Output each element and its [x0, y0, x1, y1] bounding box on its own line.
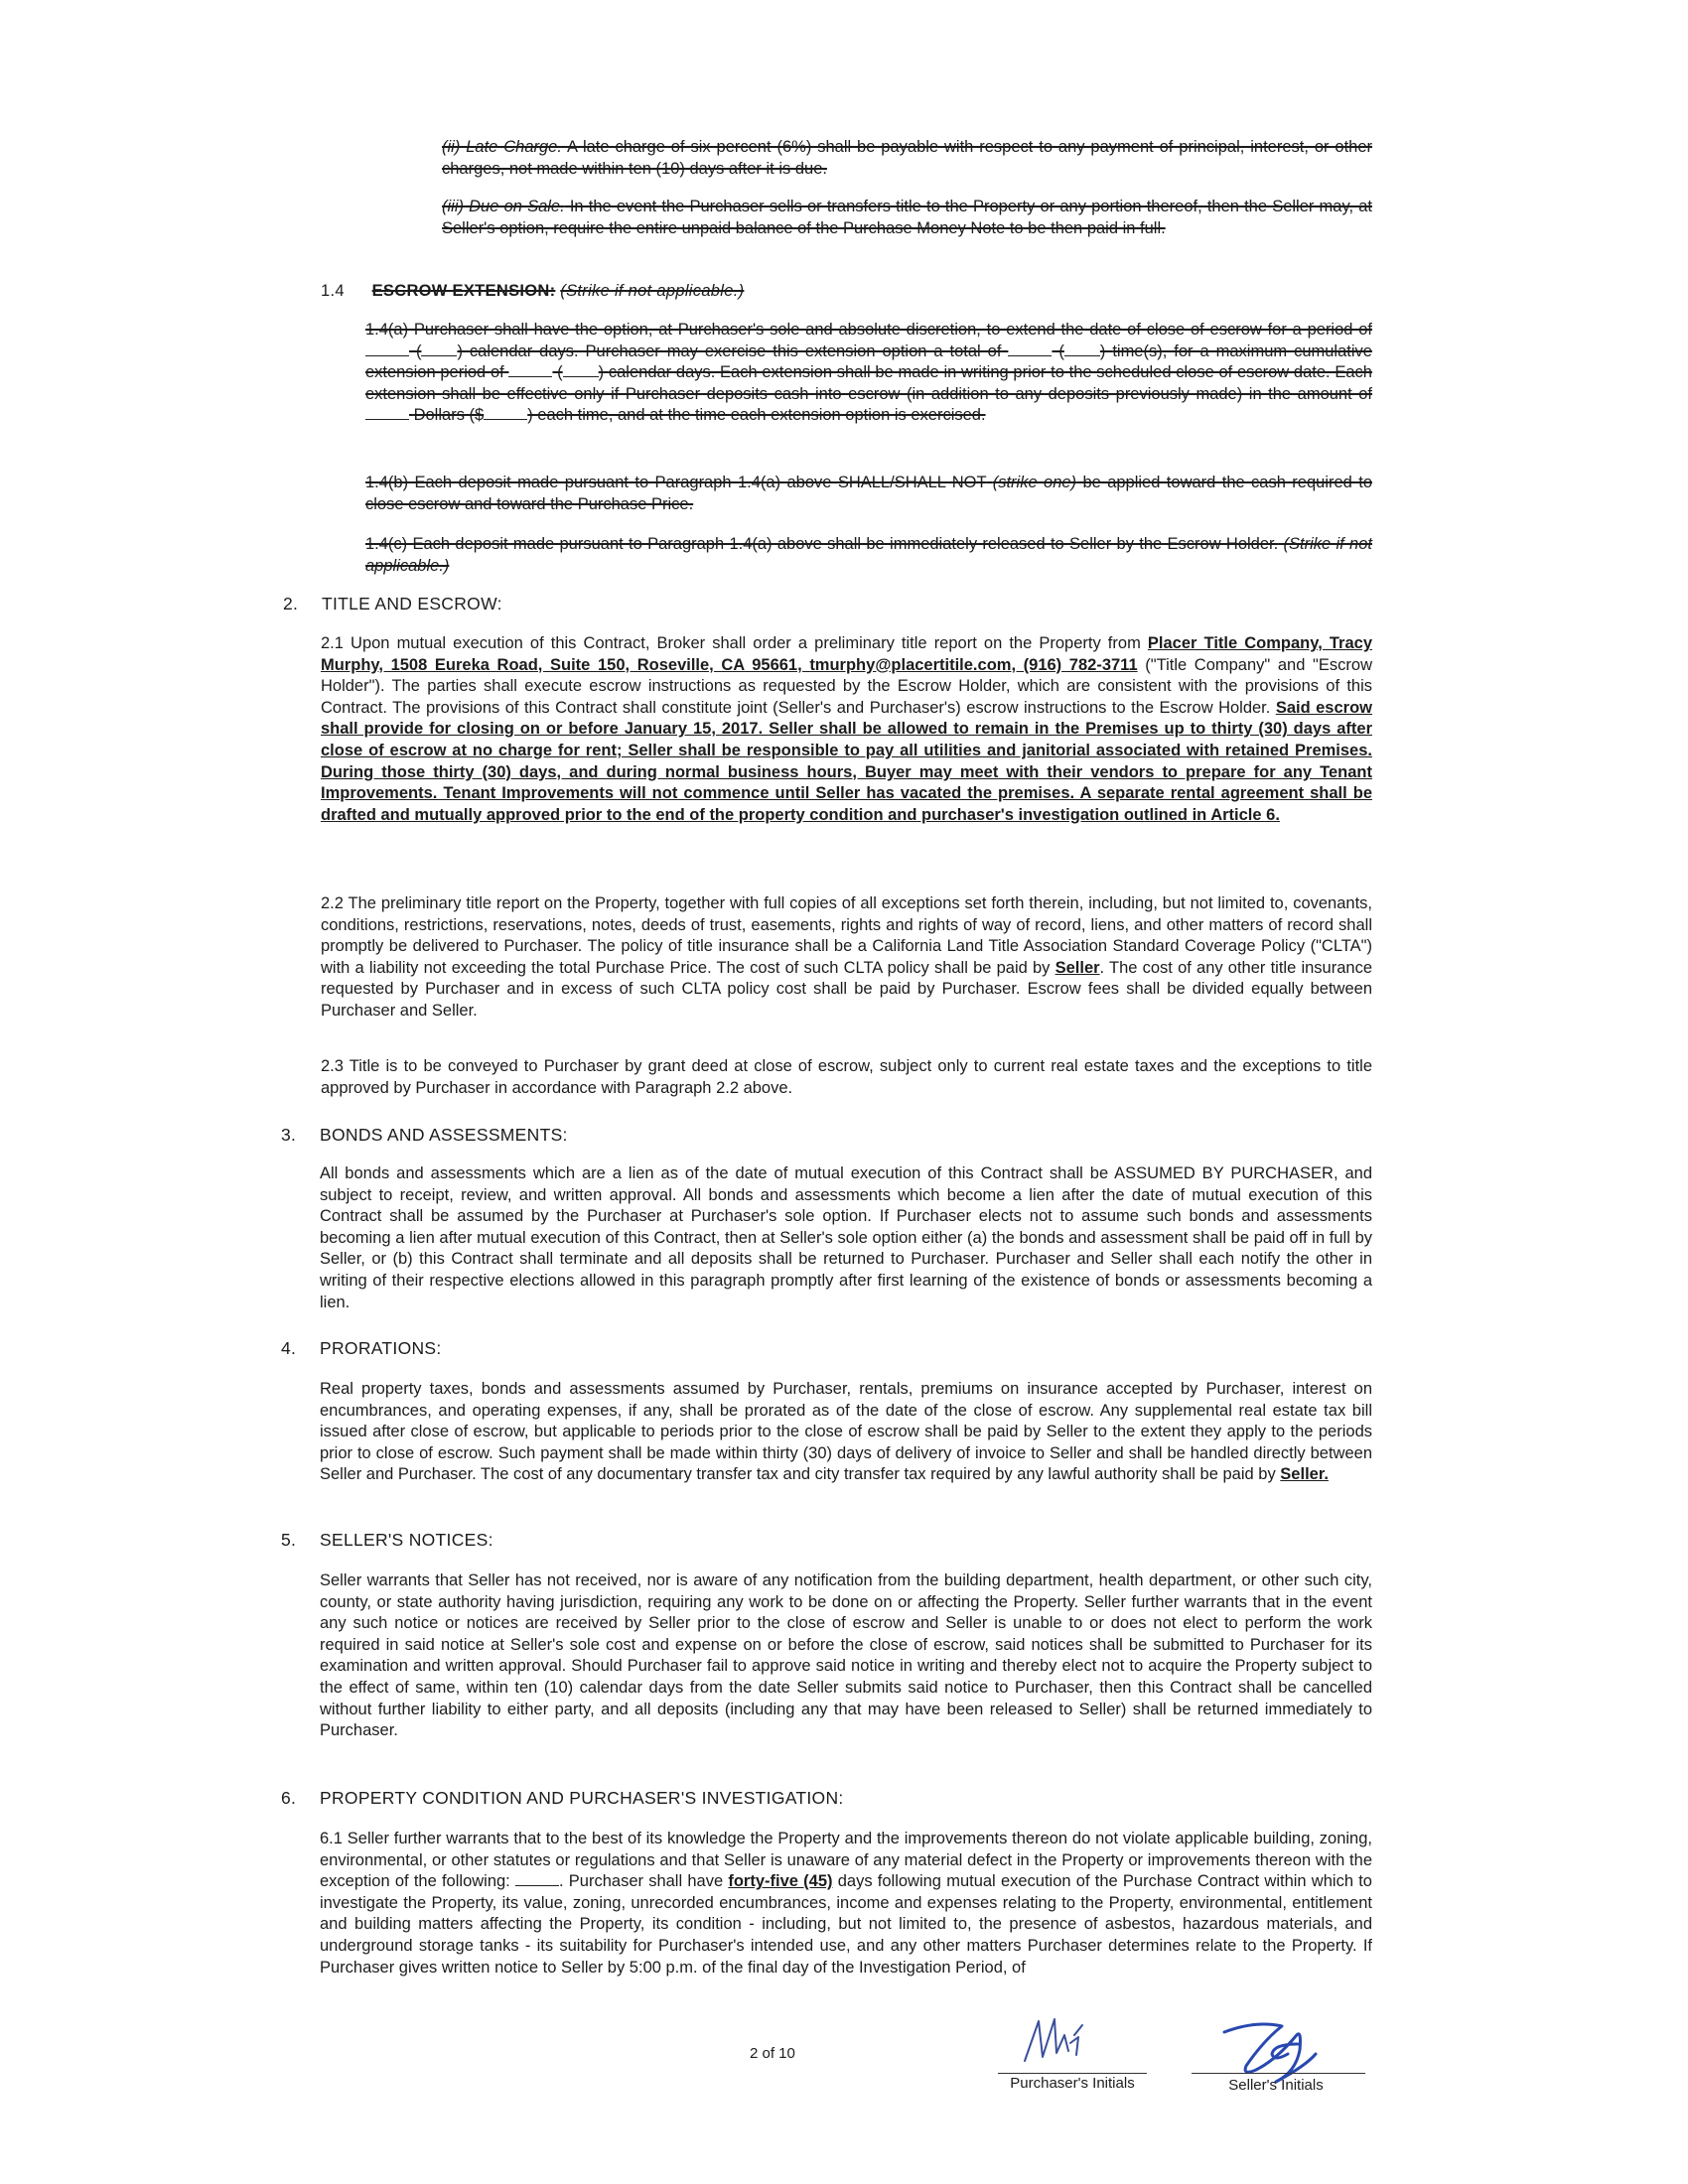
prorations-heading	[281, 1337, 442, 1359]
seller-initials-label: Seller's Initials	[1228, 2077, 1324, 2094]
section-number: 2.	[283, 594, 299, 614]
section-number: 6.	[281, 1788, 297, 1808]
blank-field	[365, 405, 409, 420]
paragraph-2-1	[321, 633, 1372, 826]
text-6-1-tail: days following mutual execution of the Purchase Contract within which to investigate the Property, its value, zoning, unrecorded encumbrances, income and expenses relating to the Property, environmental, entitlement and building matters affecting the Property, its condition - including, but not limited to, the presence of asbestos, hazardous materials, and underground storage tanks - its suitability for Purchaser's intended use, and any other matters Purchaser determines relate to the Property. If Purchaser gives written notice to Seller by 5:00 p.m. of the final day of the Investigation Period, of	[320, 1872, 1372, 1977]
paragraph-6-1	[320, 1829, 1372, 1979]
purchaser-initials-signature	[1013, 2013, 1102, 2077]
late-charge-text: A late charge of six percent (6%) shall be payable with respect to any payment of principal, interest, or other charges, not made within ten (10) days after it is due.	[442, 138, 1373, 178]
seller-initials-line	[1192, 2073, 1365, 2074]
paragraph-2-2	[321, 893, 1372, 1023]
blank-field	[1008, 341, 1052, 356]
text-1-4b-part2: be applied toward the cash required to close escrow and toward the Purchase Price.	[365, 474, 1373, 513]
section-number: 5.	[281, 1530, 297, 1550]
page-number: 2 of 10	[750, 2045, 795, 2062]
late-charge-paragraph	[442, 137, 1372, 180]
text-1-4a-part5: Dollars ($	[413, 406, 485, 425]
section-number: 1.4	[321, 282, 345, 300]
due-on-sale-paragraph	[442, 197, 1372, 239]
transfer-tax-payer: Seller.	[1280, 1465, 1329, 1484]
blank-field	[515, 1871, 559, 1886]
paragraph-5: Seller warrants that Seller has not received, nor is aware of any notification from the building department, health department, or other such city, county, or state authority having jurisdiction, requiring any work to be done on or affecting the Property. Seller further warrants that in the event any such notice or notices are received by Seller prior to the close of escrow and Seller is unable to or does not elect to perform the work required in said notice at Seller's sole cost and expense on or before the close of escrow, said notices shall be submitted to Purchaser for its examination and written approval. Should Purchaser fail to approve said notice in writing and thereby elect not to acquire the Property subject to the effect of same, within ten (10) calendar days from the date Seller submits said notice to Purchaser, then this Contract shall be cancelled without further liability to either party, and all deposits (including any that may have been released to Seller) shall be returned immediately to Purchaser.	[320, 1571, 1372, 1740]
paragraph-2-3: 2.3 Title is to be conveyed to Purchaser by grant deed at close of escrow, subject only to current real estate taxes and the exceptions to title approved by Purchaser in accordance with Paragraph 2.2 above.	[321, 1057, 1372, 1097]
paragraph-1-4b	[365, 473, 1372, 515]
escrow-extension-title: ESCROW EXTENSION:	[371, 282, 556, 300]
purchaser-initials-line	[998, 2073, 1147, 2074]
section-title: PROPERTY CONDITION AND PURCHASER'S INVESTIGATION:	[320, 1788, 844, 1808]
text-1-4c-part1: 1.4(c) Each deposit made pursuant to Paragraph 1.4(a) above shall be immediately released to Seller by the Escrow Holder.	[365, 535, 1279, 553]
bonds-assessments-heading	[281, 1124, 568, 1146]
property-condition-heading	[281, 1787, 844, 1809]
text-1-4a-part2: calendar days. Purchaser may exercise this extension option a total of	[469, 341, 1002, 360]
blank-field	[1064, 341, 1100, 356]
section-title: BONDS AND ASSESSMENTS:	[320, 1125, 568, 1145]
blank-field	[563, 362, 599, 377]
section-number: 4.	[281, 1338, 297, 1358]
due-on-sale-title: (iii) Due on Sale.	[442, 198, 565, 215]
text-1-4c-note: (Strike if not applicable.)	[365, 535, 1372, 575]
text-4: Real property taxes, bonds and assessments assumed by Purchaser, rentals, premiums on insurance accepted by Purchaser, interest on encumbrances, and operating expenses, if any, shall be prorated as of the date of the close of escrow. Any supplemental real estate tax bill issued after close of escrow, but applicable to periods prior to the close of escrow shall be paid by Seller to the extent they apply to the periods prior to close of escrow. Such payment shall be made within thirty (30) days of delivery of invoice to Seller and shall be handled directly between Seller and Purchaser. The cost of any documentary transfer tax and city transfer tax required by any lawful authority shall be paid by	[320, 1380, 1372, 1484]
section-title: SELLER'S NOTICES:	[320, 1530, 493, 1550]
text-2-1-lead: 2.1 Upon mutual execution of this Contract, Broker shall order a preliminary title report on the Property from	[321, 634, 1148, 652]
late-charge-title: (ii) Late Charge.	[442, 138, 562, 156]
text-2-2-lead: 2.2 The preliminary title report on the Property, together with full copies of all exceptions set forth therein, including, but not limited to, covenants, conditions, restrictions, reservations, notes, deeds of trust, easements, rights and rights of way of record, liens, and other matters of record shall promptly be delivered to Purchaser. The policy of title insurance shall be a California Land Title Association Standard Coverage Policy ("CLTA") with a liability not exceeding the total Purchase Price. The cost of such CLTA policy shall be paid by	[321, 894, 1372, 977]
sellers-notices-heading	[281, 1529, 493, 1551]
text-2-2-tail: . The cost of any other title insurance requested by Purchaser and in excess of such CLTA policy cost shall be paid by Purchaser. Escrow fees shall be divided equally between Purchaser and Seller.	[321, 958, 1372, 1020]
section-title: PRORATIONS:	[320, 1338, 442, 1358]
due-on-sale-text: In the event the Purchaser sells or transfers title to the Property or any portion thereof, then the Seller may, at Seller's option, require the entire unpaid balance of the Purchase Money Note to be then paid in full.	[442, 198, 1372, 237]
blank-field	[421, 341, 457, 356]
text-1-4b-part1: 1.4(b) Each deposit made pursuant to Paragraph 1.4(a) above SHALL/SHALL NOT	[365, 474, 987, 491]
escrow-extension-note: (Strike if not applicable.)	[560, 282, 745, 300]
paragraph-3: All bonds and assessments which are a lien as of the date of mutual execution of this Contract shall be ASSUMED BY PURCHASER, and subject to receipt, review, and written approval. All bonds and assessments which become a lien after the date of mutual execution of this Contract shall be assumed by the Purchaser at Purchaser's sole option. If Purchaser elects not to assume such bonds and assessments becoming a lien after mutual execution of this Contract, then at Seller's sole option either (a) the bonds and assessment shall be paid off in full by Seller, or (b) this Contract shall terminate and all deposits shall be returned to Purchaser. Purchaser and Seller shall each notify the other in writing of their respective elections allowed in this paragraph promptly after first learning of the existence of bonds or assessments becoming a lien.	[320, 1164, 1372, 1311]
blank-field	[484, 405, 527, 420]
investigation-period: forty-five (45)	[728, 1872, 833, 1891]
escrow-extension-heading	[321, 280, 744, 302]
text-1-4a-part6: ) each time, and at the time each extension option is exercised.	[527, 406, 986, 425]
paragraph-1-4c	[365, 534, 1372, 577]
section-number: 3.	[281, 1125, 297, 1145]
text-6-1-mid: . Purchaser shall have	[558, 1872, 729, 1891]
purchaser-initials-label: Purchaser's Initials	[1010, 2075, 1135, 2092]
escrow-closing-terms: Said escrow shall provide for closing on or before January 15, 2017. Seller shall be allowed to remain in the Premises up to thirty (30) days after close of escrow at no charge for rent; Seller shall be responsible to pay all utilities and janitorial associated with retained Premises. During those thirty (30) days, and during normal business hours, Buyer may meet with their vendors to prepare for any Tenant Improvements. Tenant Improvements will not commence until Seller has vacated the premises. A separate rental agreement shall be drafted and mutually approved prior to the end of the property condition and purchaser's investigation outlined in Article 6.	[321, 698, 1372, 824]
paragraph-4	[320, 1379, 1372, 1486]
text-1-4a-part1: 1.4(a) Purchaser shall have the option, at Purchaser's sole and absolute discretion, to extend the date of close of escrow for a period of	[365, 321, 1372, 339]
paragraph-1-4a: 1.4(a) Purchaser shall have the option, at Purchaser's sole and absolute discretion, to extend the date of close of escrow for a period of ( ) calendar days. Purchaser may exercise this extension option a total of ( ) time(s), for a maximum cumulative extension period of ( ) calendar days. Each extension shall be made in writing prior to the scheduled close of escrow date. Each extension shall be effective only if Purchaser deposits cash into escrow (in addition to any deposits previously made) in the amount of Dollars ($ ) each time, and at the time each extension option is exercised.	[365, 321, 1372, 425]
text-1-4a-part3: time(s), for a maximum cumulative extension period of	[365, 341, 1372, 382]
section-title: TITLE AND ESCROW:	[322, 594, 502, 614]
title-company-details: Placer Title Company, Tracy Murphy, 1508 Eureka Road, Suite 150, Roseville, CA 95661, tmurphy@placertitile.com, (916) 782-3711	[321, 634, 1372, 674]
text-1-4a-part4: calendar days. Each extension shall be made in writing prior to the scheduled close of escrow date. Each extension shall be effective only if Purchaser deposits cash into escrow (in addition to any deposits previously made) in the amount of	[365, 363, 1372, 403]
text-2-1-mid: ("Title Company" and "Escrow Holder"). The parties shall execute escrow instructions as requested by the Escrow Holder, which are consistent with the provisions of this Contract. The provisions of this Contract shall constitute joint (Seller's and Purchaser's) escrow instructions to the Escrow Holder.	[321, 655, 1372, 717]
clta-payer: Seller	[1055, 958, 1100, 977]
title-and-escrow-heading	[283, 593, 502, 614]
text-1-4b-strike-one: (strike one)	[992, 474, 1077, 491]
blank-field	[365, 341, 409, 356]
text-6-1-lead: 6.1 Seller further warrants that to the best of its knowledge the Property and the improvements thereon do not violate applicable building, zoning, environmental, or other statutes or regulations and that Seller is unaware of any material defect in the Property or improvements thereon with the exception of the following:	[320, 1830, 1372, 1891]
blank-field	[508, 362, 552, 377]
